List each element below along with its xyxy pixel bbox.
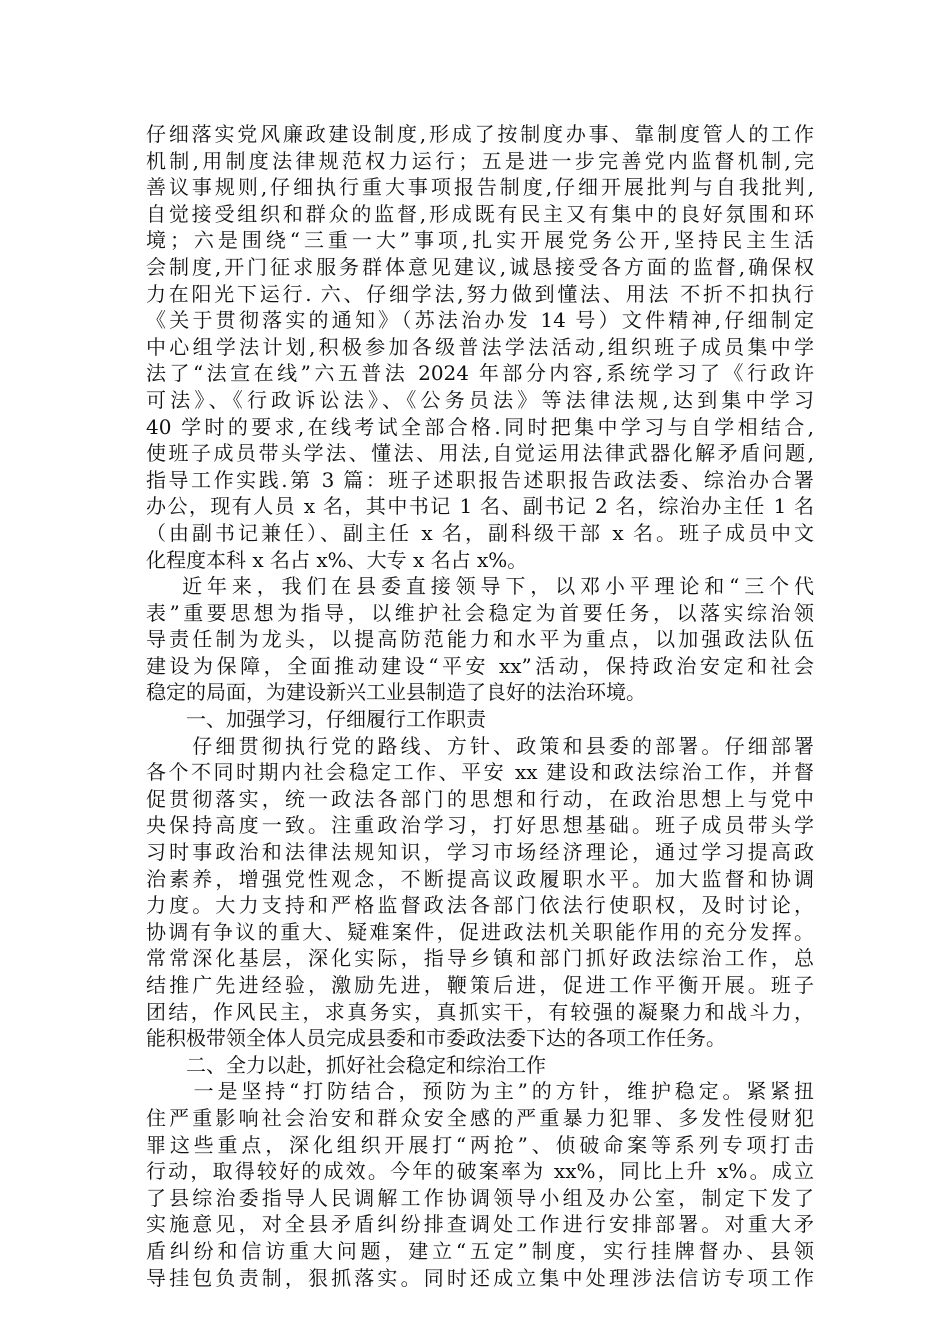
- text-line: 机制,用制度法律规范权力运行；五是进一步完善党内监督机制,完: [146, 148, 814, 173]
- text-line: 协调有争议的重大、疑难案件，促进政法机关职能作用的充分发挥。: [146, 919, 814, 944]
- text-line: 善议事规则,仔细执行重大事项报告制度,仔细开展批判与自我批判,: [146, 175, 814, 200]
- text-line: 一是坚持“打防结合，预防为主”的方针，维护稳定。紧紧扭: [146, 1079, 814, 1104]
- text-line: 能积极带领全体人员完成县委和市委政法委下达的各项工作任务。: [146, 1026, 726, 1051]
- text-line: 法了“法宣在线”六五普法 2024 年部分内容,系统学习了《行政许: [146, 361, 814, 386]
- text-line: 住严重影响社会治安和群众安全感的严重暴力犯罪、多发性侵财犯: [146, 1105, 814, 1130]
- text-line: 40 学时的要求,在线考试全部合格.同时把集中学习与自学相结合,: [146, 414, 814, 439]
- text-line: 各个不同时期内社会稳定工作、平安 xx 建设和政法综治工作，并督: [146, 760, 814, 785]
- text-line: 治素养，增强党性观念，不断提高议政履职水平。加大监督和协调: [146, 866, 814, 891]
- text-line: 行动，取得较好的成效。今年的破案率为 xx%，同比上升 x%。成立: [146, 1159, 814, 1184]
- text-line: 实施意见，对全县矛盾纠纷排查调处工作进行安排部署。对重大矛: [146, 1212, 814, 1237]
- text-line: 表”重要思想为指导，以维护社会稳定为首要任务，以落实综治领: [146, 600, 814, 625]
- text-line: 指导工作实践.第 3 篇：班子述职报告述职报告政法委、综治办合署: [146, 467, 814, 492]
- text-line: 会制度,开门征求服务群体意见建议,诚恳接受各方面的监督,确保权: [146, 254, 814, 279]
- text-line: 稳定的局面，为建设新兴工业县制造了良好的法治环境。: [146, 680, 646, 705]
- text-line: 办公，现有人员 x 名，其中书记 1 名、副书记 2 名，综治办主任 1 名: [146, 494, 814, 519]
- text-line: 境；六是围绕“三重一大”事项,扎实开展党务公开,坚持民主生活: [146, 228, 814, 253]
- text-line: 仔细落实党风廉政建设制度,形成了按制度办事、靠制度管人的工作: [146, 122, 814, 146]
- text-line: 建设为保障，全面推动建设“平安 xx”活动，保持政治安定和社会: [146, 653, 814, 678]
- text-line: 近年来，我们在县委直接领导下，以邓小平理论和“三个代: [146, 574, 814, 599]
- text-line: 团结，作风民主，求真务实，真抓实干，有较强的凝聚力和战斗力，: [146, 999, 814, 1024]
- text-line: 结推广先进经验，激励先进，鞭策后进，促进工作平衡开展。班子: [146, 973, 814, 997]
- text-line: 自觉接受组织和群众的监督,形成既有民主又有集中的良好氛围和环: [146, 201, 814, 226]
- document-page: [146, 121, 814, 1291]
- text-line: 罪这些重点，深化组织开展打“两抢”、侦破命案等系列专项打击: [146, 1132, 814, 1157]
- text-line: 央保持高度一致。注重政治学习，打好思想基础。班子成员带头学: [146, 813, 814, 838]
- text-line: 导挂包负责制，狠抓落实。同时还成立集中处理涉法信访专项工作: [146, 1265, 814, 1290]
- text-line: 力在阳光下运行. 六、仔细学法,努力做到懂法、用法 不折不扣执行: [146, 281, 814, 306]
- text-line: 促贯彻落实，统一政法各部门的思想和行动，在政治思想上与党中: [146, 786, 814, 811]
- text-line: 《关于贯彻落实的通知》（苏法治办发 14 号）文件精神,仔细制定: [146, 308, 814, 333]
- text-line: 仔细贯彻执行党的路线、方针、政策和县委的部署。仔细部署: [146, 733, 814, 758]
- text-line: 了县综治委指导人民调解工作协调领导小组及办公室，制定下发了: [146, 1185, 814, 1210]
- text-line: 常常深化基层，深化实际，指导乡镇和部门抓好政法综治工作，总: [146, 946, 814, 971]
- text-line: （由副书记兼任）、副主任 x 名，副科级干部 x 名。班子成员中文: [146, 520, 814, 545]
- text-line: 使班子成员带头学法、懂法、用法,自觉运用法律武器化解矛盾问题,: [146, 441, 814, 466]
- text-line: 盾纠纷和信访重大问题，建立“五定”制度，实行挂牌督办、县领: [146, 1238, 814, 1263]
- text-line: 二、全力以赴，抓好社会稳定和综治工作: [146, 1052, 546, 1077]
- text-line: 习时事政治和法律法规知识，学习市场经济理论，通过学习提高政: [146, 840, 814, 865]
- text-line: 一、加强学习，仔细履行工作职责: [146, 707, 486, 732]
- text-line: 力度。大力支持和严格监督政法各部门依法行使职权，及时讨论，: [146, 893, 814, 918]
- text-line: 可法》、《行政诉讼法》、《公务员法》等法律法规,达到集中学习: [146, 387, 814, 412]
- text-line: 导责任制为龙头，以提高防范能力和水平为重点，以加强政法队伍: [146, 627, 814, 652]
- text-line: 中心组学法计划,积极参加各级普法学法活动,组织班子成员集中学: [146, 334, 814, 359]
- text-line: 化程度本科 x 名占 x%、大专 x 名占 x%。: [146, 547, 528, 572]
